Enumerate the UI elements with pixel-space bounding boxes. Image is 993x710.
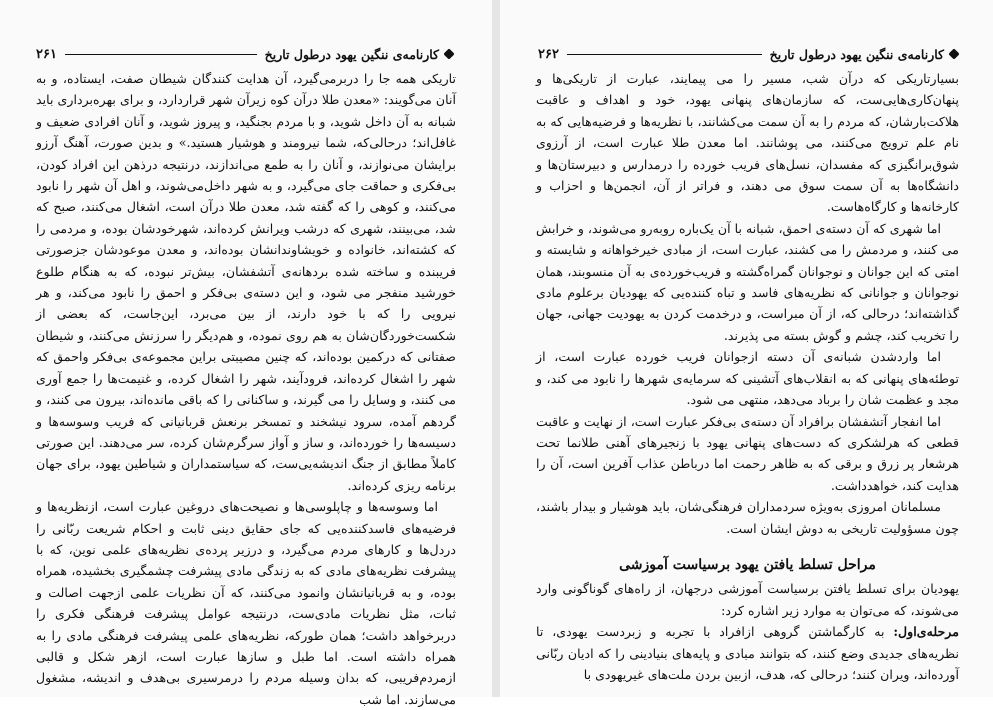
section-intro: یهودیان برای تسلط یافتن برسیاست آموزشی درجهان، از راه‌های گوناگونی وارد می‌شوند، که می‌توان به موارد زیر اشاره کرد: xyxy=(536,581,959,618)
right-page-number: ۲۶۲ xyxy=(538,46,559,62)
emblem-icon xyxy=(443,48,454,59)
left-page xyxy=(0,0,492,707)
left-page-number: ۲۶۱ xyxy=(36,46,57,62)
stage-one-paragraph xyxy=(536,621,959,685)
right-paragraph-2: اما شهری که آن دسته‌ی احمق، شبانه با آن یک‌باره روبه‌رو می‌شوند، و خرابش می کنند، و مردمش را می کشند، عبارت است، از مبادی خیرخواهانه و شایسته و امتی که این جوانان و نوجوانان گمراه‌گشته و فریب‌خورده‌ی به آن منسوبند، همان نوجوانان و جوانانی که نظریه‌های فاسد و تباه کننده‌یی که یهودیان برعلوم مادی گذاشته‌اند؛ درحالی که، از آن مبراست، و درخدمت کردن به یهودیت جهانی، جهان را تخریب کند، چشم و گوش بسته می پذیرند. xyxy=(536,220,959,343)
right-page xyxy=(500,0,993,697)
emblem-icon xyxy=(948,48,959,59)
left-paragraph-2: اما وسوسه‌ها و چاپلوسی‌ها و نصیحت‌های دروغین عبارت است، ازنظریه‌ها و فرضیه‌های فاسدکننده‌یی که جای حقایق دینی ثابت و احکام شریعت ربّانی را دردل‌ها و کارهای مردم می‌گیرد، و درزیر پرده‌ی نظریه‌های علمی نوین، که با پیشرفت نظریه‌های مادی که به زندگی مادی پیشرفت چشمگیری بخشیده، همراه بوده، و به قربانیانشان وانمود می‌کنند، که آن نظریات علمی ازجهت اصالت و ثبات، مثل نظریات مادی‌ست، درنتیجه عوامل پیشرفت فرهنگی فکری را دربرخواهد داشت؛ همان طورکه، نظریه‌های علمی پیشرفت فرهنگی مادی را به همراه داشته است. اما طبل و سازها عبارت است، ازهر شکل و قالبی ازمردم‌فریبی، که بدان وسیله مردم را درمرسیری بی‌هدف و اندیشه، مشغول می‌سازند. اما شب xyxy=(36,499,456,707)
stage-label: مرحله‌ی‌اول: xyxy=(893,624,959,640)
right-page-header xyxy=(538,44,959,64)
right-paragraph-4: اما انفجار آتشفشان برافراد آن دسته‌ی بی‌فکر عبارت است، از نهایت و عاقبت قطعی که هرلشکری که دست‌های پنهانی یهود با زنجیرهای آهنی طلانما تحت هرشعار پر زرق و برقی که به ظاهر رحمت اما درباطن عذاب آفرین است، آن را هدایت کند، خواهدداشت. xyxy=(536,413,959,493)
left-page-body xyxy=(36,68,456,710)
left-paragraph-1: تاریکی همه جا را دربرمی‌گیرد، آن هدایت کنندگان شیطان صفت، ایستاده، و به آنان می‌گویند: «معدن طلا درآن کوه زیرآن شهر قراردارد، و برای بهره‌برداری باید شبانه به آن داخل شوید، و با مردم بجنگید، و پیروز شوید، و آنان افرادی ضعیف و غافل‌اند؛ درحالی‌که، شما نیرومند و هوشیار هستید.» و بدین صورت، آهنگ آرزو برایشان می‌نوازند، و آنان را به طمع می‌اندازند، درنتیجه درذهن این افراد کودن، بی‌فکری و حماقت جای می‌گیرد، و به شهر داخل‌می‌شوند، و اهل آن شهر را نابود می‌کنند، و کوهی را که گفته شد، معدن طلا درآن است، اشغال می‌کنند، صبح که شد، می‌بینند، شهری که درشب ویرانش کرده‌اند، شهرخودشان بوده، و مردمی را که کشته‌اند، خانواده و خویشاوندانشان بوده‌اند، و معدن موعودشان جزصورتی فریبنده و ساخته شده بردهانه‌ی آتشفشان، بیش‌تر نبوده، که به هنگام طلوع خورشید منفجر می شود، و این دسته‌ی بی‌فکر و احمق را نابود می‌کند، و هر نیرویی را که با خود دارند، از بین می‌برد، این‌جاست، که بعضی از شکست‌خوردگان‌شان به هم روی نموده، و هم‌دیگر را سرزنش می‌کنند، و شیطان صفتانی که درکمین بوده‌اند، که چنین مصیبتی براین مجموعه‌ی بی‌فکر واحمق که شهر را اشغال کرده‌اند، فرودآیند، شهر را اشغال کرده، و غنیمت‌ها را جمع آوری می کنند، و وسایل را می گیرند، و ساکنانی را که باقی مانده‌اند، بیرون می کنند، و گردهم آمده، سرود نیشخند و تمسخر برنعش قربانیانی که فریب وسوسه‌ها و دسیسه‌ها را خورده‌اند، و ساز و آواز سرگرم‌شان کرده، سر می‌دهند. این صورتی کاملاً مطابق از جنگ اندیشه‌یی‌ست، که سیاستمداران و شیاطین یهود، برای جهان برنامه ریزی کرده‌اند. xyxy=(36,71,456,493)
left-page-header xyxy=(36,44,454,64)
right-paragraph-1: بسیارتاریکی که درآن شب، مسیر را می پیمایند، عبارت از تاریکی‌ها و پنهان‌کاری‌هایی‌ست، که سازمان‌های پنهانی یهود، خود و اهداف و عاقبت هلاکت‌بارشان، که مردم را به آن سمت می‌کشانند، با نظریه‌ها و فرضیه‌هایی که به نام علم ترویج می‌کنند، می پوشانند. اما معدن طلا عبارت است، از آرزوی شوق‌برانگیزی که مفسدان، نسل‌های فریب خورده را درمدارس و دبیرستان‌ها و دانشگاه‌ها به آن سمت سوق می دهند، و فراتر از آن، انجمن‌ها و احزاب و کارخانه‌ها و کارگاه‌هاست. xyxy=(536,71,959,215)
left-header-rule xyxy=(65,54,257,55)
right-header-rule xyxy=(567,54,762,55)
left-header-title: کارنامه‌ی ننگین یهود درطول تاریخ xyxy=(264,46,439,62)
right-paragraph-5: مسلمانان امروزی به‌ویژه سردمداران فرهنگی‌شان، باید هوشیار و بیدار باشند، چون مسؤولیت تاریخی به دوش ایشان است. xyxy=(536,499,959,536)
section-heading: مراحل تسلط یافتن یهود برسیاست آموزشی xyxy=(619,556,876,573)
stage-text: به کارگماشتن گروهی ازافراد با تجربه و زبردست یهودی، تا نظریه‌های جدیدی وضع کنند، که بتوانند مبادی و پایه‌های بنیادینی را که ادیان ربّانی آورده‌اند، ویران کنند؛ درحالی که، هدف، ازبین بردن ملت‌های غیریهودی با xyxy=(536,624,959,682)
right-paragraph-3: اما واردشدن شبانه‌ی آن دسته ازجوانان فریب خورده عبارت است، از توطئه‌های پنهانی که به انقلاب‌های آتشینی که سرمایه‌ی شهرها را نابود می کند، و مجد و عظمت شان را برباد می‌دهد، منتهی می شود. xyxy=(536,349,959,408)
right-page-body xyxy=(536,68,959,685)
book-gutter xyxy=(492,0,500,697)
right-header-title: کارنامه‌ی ننگین یهود درطول تاریخ xyxy=(769,46,944,62)
